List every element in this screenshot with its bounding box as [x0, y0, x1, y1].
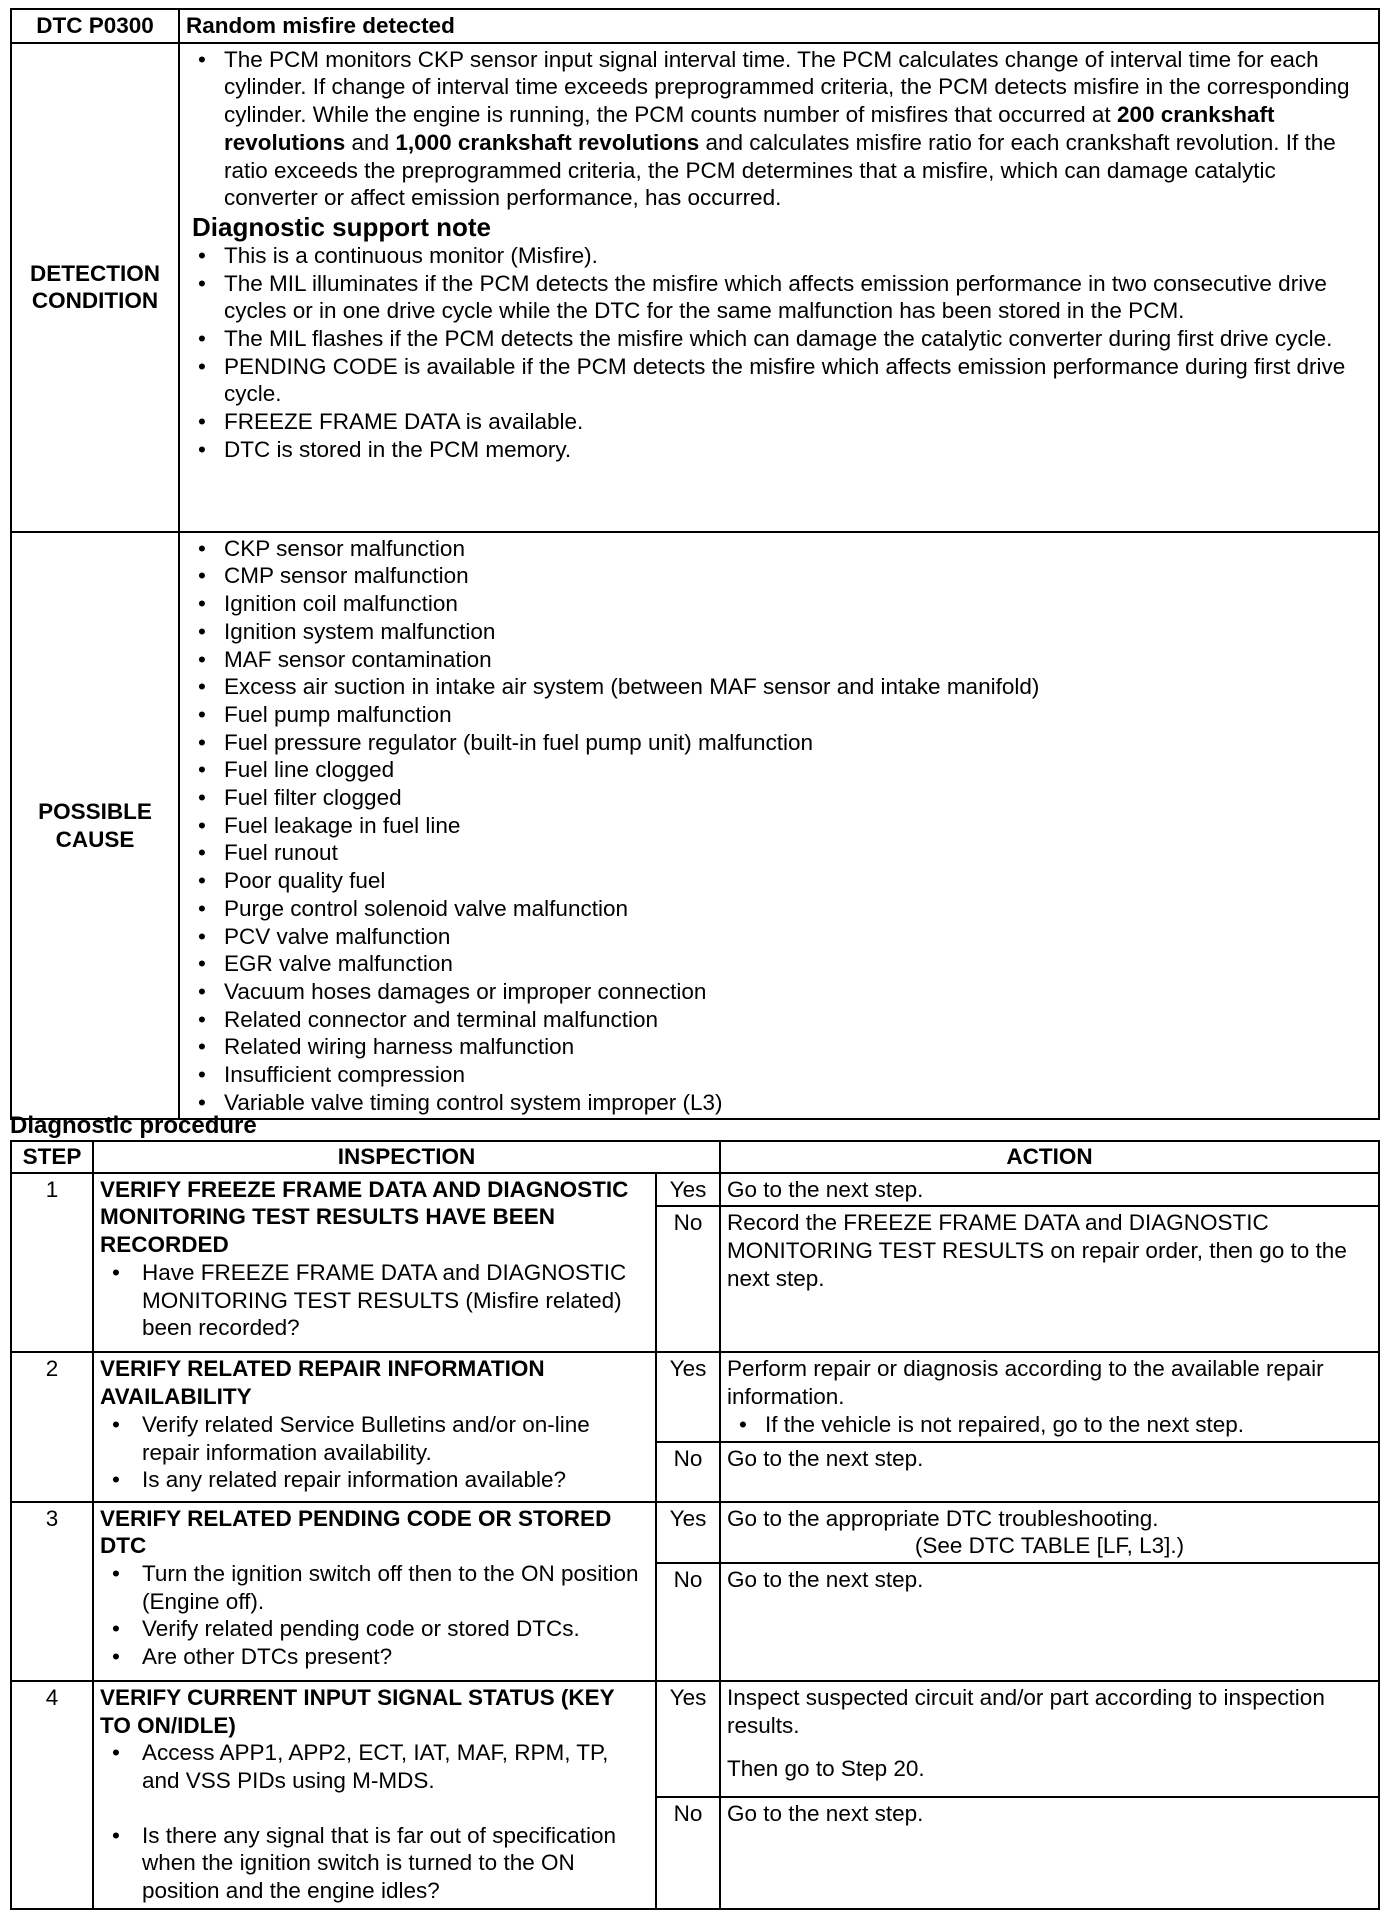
no-action: Go to the next step. [720, 1442, 1379, 1502]
cause-item: • MAF sensor contamination [186, 646, 1372, 674]
yes-action: Go to the next step. [720, 1173, 1379, 1207]
yes-action-then: Then go to Step 20. [727, 1756, 925, 1782]
cause-item: • Fuel line clogged [186, 756, 1372, 784]
no-label: No [656, 1206, 720, 1352]
yes-label: Yes [656, 1681, 720, 1797]
dtc-code: DTC P0300 [11, 9, 179, 43]
cause-item: • Excess air suction in intake air system (between MAF sensor and intake manifold) [186, 673, 1372, 701]
yes-action: Go to the appropriate DTC troubleshooting. [727, 1505, 1159, 1531]
inspection-bullet: • Have FREEZE FRAME DATA and DIAGNOSTIC MONITORING TEST RESULTS (Misfire related) been recorded? [100, 1259, 649, 1342]
cause-item: • Vacuum hoses damages or improper connection [186, 978, 1372, 1006]
yes-action-sub: • If the vehicle is not repaired, go to the next step. [727, 1411, 1372, 1439]
support-notes-list [186, 242, 1372, 464]
yes-action: Perform repair or diagnosis according to the available repair information. [727, 1356, 1324, 1410]
cause-item: • Fuel filter clogged [186, 784, 1372, 812]
step-3-inspection [93, 1502, 656, 1681]
step-3-yes-row [11, 1502, 1379, 1563]
cause-item: • PCV valve malfunction [186, 923, 1372, 951]
step-column-header: STEP [11, 1141, 93, 1173]
possible-cause-list [186, 535, 1372, 1117]
yes-label: Yes [656, 1173, 720, 1207]
cause-item: • Variable valve timing control system improper (L3) [186, 1089, 1372, 1117]
possible-cause-row [11, 532, 1379, 1120]
cause-item: • Purge control solenoid valve malfunction [186, 895, 1372, 923]
cause-item: • CMP sensor malfunction [186, 562, 1372, 590]
step-heading: VERIFY RELATED PENDING CODE OR STORED DTC [100, 1505, 612, 1559]
dtc-title: Random misfire detected [179, 9, 1379, 43]
support-note: • This is a continuous monitor (Misfire). [186, 242, 1372, 270]
support-note: • DTC is stored in the PCM memory. [186, 436, 1372, 464]
step-heading: VERIFY FREEZE FRAME DATA AND DIAGNOSTIC MONITORING TEST RESULTS HAVE BEEN RECORDED [100, 1176, 629, 1258]
detection-description: • The PCM monitors CKP sensor input signal interval time. The PCM calculates change of interval time for each cylinder. If change of interval time exceeds preprogrammed criteria, the PCM detects misfire in the corresponding cylinder. While the engine is running, the PCM counts number of misfires that occurred at 200 crankshaft revolutions and 1,000 crankshaft revolutions and calculates misfire ratio for each crankshaft revolution. If the ratio exceeds the preprogrammed criteria, the PCM determines that a misfire, which can damage catalytic converter or affect emission performance, has occurred. [186, 46, 1372, 212]
inspection-bullet: • Is there any signal that is far out of specification when the ignition switch is turned to the ON position and the engine idles? [100, 1822, 649, 1905]
step-4-inspection [93, 1681, 656, 1909]
step-1-yes-row [11, 1173, 1379, 1207]
inspection-bullet: • Turn the ignition switch off then to the ON position (Engine off). [100, 1560, 649, 1615]
cause-item: • Fuel leakage in fuel line [186, 812, 1372, 840]
support-note: • The MIL illuminates if the PCM detects the misfire which affects emission performance in two consecutive drive cycles or in one drive cycle while the DTC for the same malfunction has been stored in the PCM. [186, 270, 1372, 325]
no-label: No [656, 1563, 720, 1681]
dtc-table [10, 8, 1380, 1120]
cause-item: • CKP sensor malfunction [186, 535, 1372, 563]
yes-label: Yes [656, 1502, 720, 1563]
step-number: 3 [11, 1502, 93, 1681]
support-note: • The MIL flashes if the PCM detects the misfire which can damage the catalytic converter during first drive cycle. [186, 325, 1372, 353]
step-4-yes-row [11, 1681, 1379, 1797]
no-action: Go to the next step. [720, 1797, 1379, 1909]
no-label: No [656, 1442, 720, 1502]
procedure-header-row [11, 1141, 1379, 1173]
inspection-bullet: • Is any related repair information available? [100, 1466, 649, 1494]
dtc-table-reference: (See DTC TABLE [LF, L3].) [914, 1533, 1185, 1559]
support-note: • PENDING CODE is available if the PCM detects the misfire which affects emission performance during first drive cycle. [186, 353, 1372, 408]
yes-action-cell [720, 1681, 1379, 1797]
cause-item: • Insufficient compression [186, 1061, 1372, 1089]
step-1-inspection [93, 1173, 656, 1353]
step-2-yes-row [11, 1352, 1379, 1441]
action-column-header: ACTION [720, 1141, 1379, 1173]
cause-item: • Ignition coil malfunction [186, 590, 1372, 618]
inspection-bullet: • Verify related Service Bulletins and/or on-line repair information availability. [100, 1411, 649, 1466]
yes-label: Yes [656, 1352, 720, 1441]
step-heading: VERIFY CURRENT INPUT SIGNAL STATUS (KEY TO ON/IDLE) [100, 1684, 615, 1738]
diagnostic-procedure-title: Diagnostic procedure [10, 1112, 257, 1139]
no-action: Record the FREEZE FRAME DATA and DIAGNOSTIC MONITORING TEST RESULTS on repair order, then go to the next step. [720, 1206, 1379, 1352]
inspection-column-header: INSPECTION [93, 1141, 720, 1173]
yes-action-cell [720, 1502, 1379, 1563]
inspection-bullet: • Verify related pending code or stored DTCs. [100, 1615, 649, 1643]
cause-item: • Related wiring harness malfunction [186, 1033, 1372, 1061]
cause-item: • EGR valve malfunction [186, 950, 1372, 978]
cause-item: • Fuel pressure regulator (built-in fuel pump unit) malfunction [186, 729, 1372, 757]
step-2-inspection [93, 1352, 656, 1501]
yes-action: Inspect suspected circuit and/or part according to inspection results. [727, 1684, 1325, 1738]
dtc-header-row [11, 9, 1379, 43]
yes-action-cell [720, 1352, 1379, 1441]
detection-label: DETECTION CONDITION [11, 43, 179, 532]
possible-cause-content [179, 532, 1379, 1120]
cause-item: • Poor quality fuel [186, 867, 1372, 895]
no-action: Go to the next step. [720, 1563, 1379, 1681]
diagnostic-procedure-table [10, 1140, 1380, 1910]
cause-item: • Fuel pump malfunction [186, 701, 1372, 729]
detection-row [11, 43, 1379, 532]
inspection-bullet: • Are other DTCs present? [100, 1643, 649, 1671]
step-number: 1 [11, 1173, 93, 1353]
cause-item: • Fuel runout [186, 839, 1372, 867]
inspection-bullet: • Access APP1, APP2, ECT, IAT, MAF, RPM, TP, and VSS PIDs using M-MDS. [100, 1739, 649, 1794]
diagnostic-support-note-heading: Diagnostic support note [192, 211, 491, 242]
no-label: No [656, 1797, 720, 1909]
step-heading: VERIFY RELATED REPAIR INFORMATION AVAILABILITY [100, 1356, 545, 1410]
support-note: • FREEZE FRAME DATA is available. [186, 408, 1372, 436]
possible-cause-label: POSSIBLE CAUSE [11, 532, 179, 1120]
detection-content [179, 43, 1379, 532]
cause-item: • Related connector and terminal malfunction [186, 1006, 1372, 1034]
step-number: 2 [11, 1352, 93, 1501]
step-number: 4 [11, 1681, 93, 1909]
cause-item: • Ignition system malfunction [186, 618, 1372, 646]
